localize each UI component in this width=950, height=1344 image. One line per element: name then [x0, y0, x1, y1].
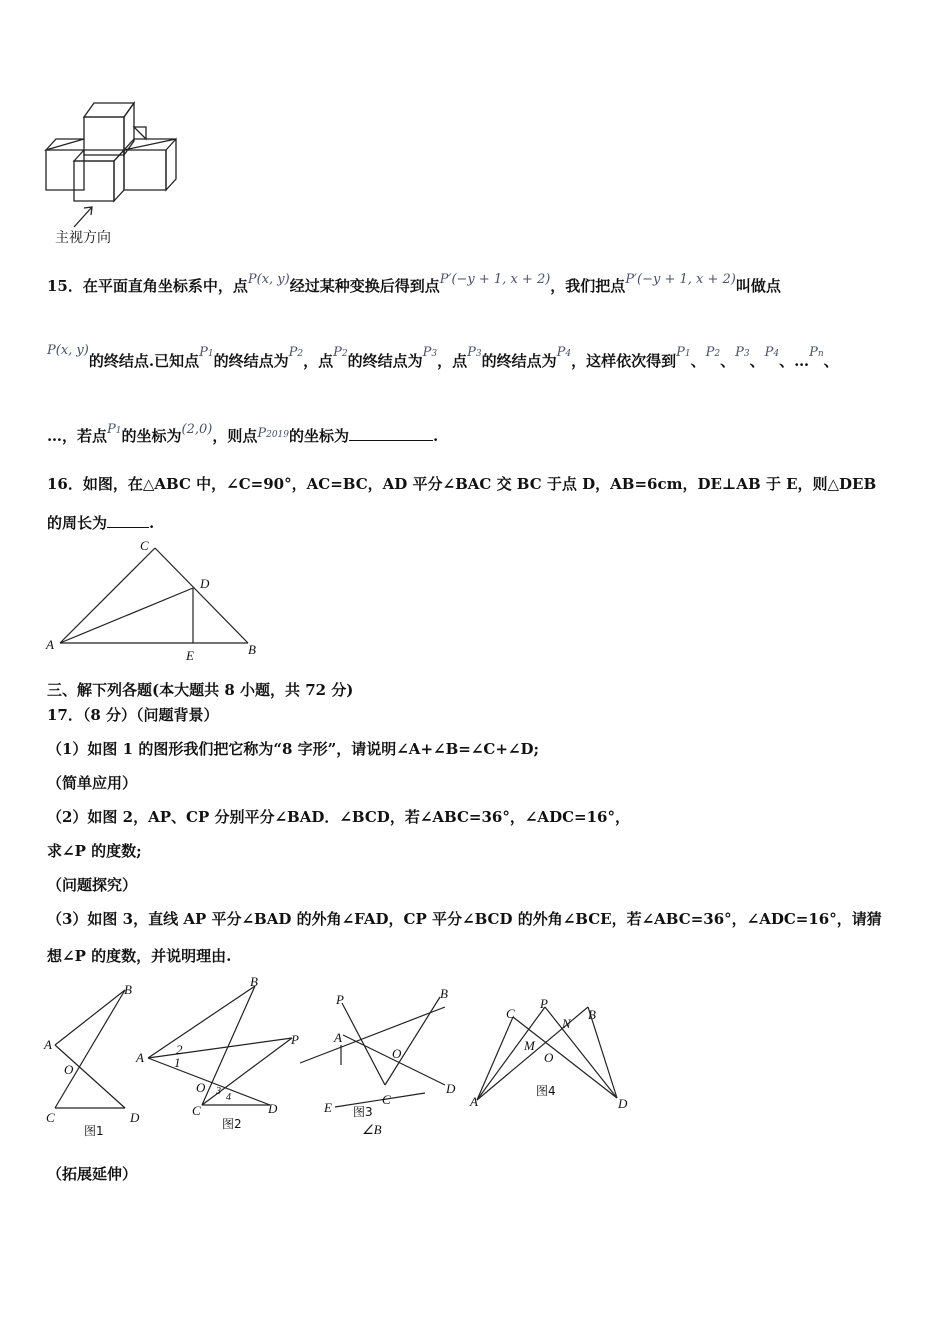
fig4-label-a: A — [470, 1094, 478, 1109]
fig1-label-c: C — [46, 1110, 55, 1125]
fig4-label-o: O — [544, 1050, 554, 1065]
q15-text: 经过某种变换后得到点 — [289, 277, 440, 295]
fig2-label-c: C — [192, 1103, 201, 1118]
q17-part2b: 求∠P 的度数; — [47, 842, 142, 860]
fig2-label-d: D — [268, 1101, 278, 1116]
fig3-label-p: P — [336, 992, 344, 1007]
q17-head: 17．（8 分）（问题背景） — [47, 706, 219, 724]
view-direction-label: 主视方向 — [55, 230, 111, 246]
fig16-label-a: A — [46, 637, 54, 652]
fig2-label-4: 4 — [226, 1092, 231, 1103]
seq-p3: P3 — [735, 345, 750, 360]
seq-p2: P2 — [705, 345, 721, 360]
coord-value: (2,0) — [181, 422, 213, 437]
figure-2 — [140, 980, 310, 1110]
fig2-label-1: 1 — [174, 1055, 181, 1070]
point-p-prime: P′(−y + 1, x + 2) — [439, 272, 551, 287]
q15-text: 的终结点.已知点 — [88, 352, 200, 370]
q17-part1: （1）如图 1 的图形我们把它称为“8 字形”，请说明∠A+∠B=∠C+∠D; — [47, 740, 540, 758]
fig2-caption: 图2 — [222, 1117, 242, 1131]
point-p4: P4 — [556, 345, 572, 360]
fig3-label-b2: ∠B — [362, 1122, 382, 1137]
point-p2: P2 — [288, 345, 304, 360]
q15-text: 的终结点为 — [213, 352, 289, 370]
point-p3b: P3 — [467, 345, 482, 360]
section3-title: 三、解下列各题(本大题共 8 小题，共 72 分) — [47, 681, 354, 699]
q15-line1 — [47, 272, 781, 296]
fig3-label-o: O — [392, 1046, 402, 1061]
point-p3: P3 — [422, 345, 438, 360]
seq-p4: P4 — [764, 345, 780, 360]
fig16-label-d: D — [200, 576, 210, 591]
fig4-label-b: B — [588, 1007, 596, 1022]
q15-text: ，则点 — [212, 427, 258, 445]
point-p-xy-2: P(x, y) — [47, 343, 89, 358]
q15-text: ，我们把点 — [550, 277, 626, 295]
fig4-caption: 图4 — [536, 1084, 556, 1098]
q15-text: 叫做点 — [735, 277, 781, 295]
fig2-label-p: P — [291, 1032, 299, 1047]
q17-heading-explore: （问题探究） — [47, 876, 138, 894]
point-p1-c: P1 — [107, 422, 122, 437]
seq-pn: Pn — [809, 345, 824, 360]
fig4-label-c: C — [506, 1006, 515, 1021]
fig1-label-o: O — [64, 1062, 74, 1077]
fig3-label-a: A — [334, 1030, 342, 1045]
answer-blank-16[interactable] — [107, 513, 149, 528]
q15-text: ，点 — [303, 352, 334, 370]
q17-part3b: 想∠P 的度数，并说明理由. — [47, 947, 232, 965]
fig4-label-m: M — [524, 1038, 535, 1053]
q15-text: 15．在平面直角坐标系中，点 — [47, 277, 248, 295]
fig4-label-p: P — [540, 996, 548, 1011]
fig3-label-e: E — [324, 1100, 332, 1115]
triangle-figure — [40, 538, 280, 668]
point-p2b: P2 — [333, 345, 348, 360]
fig1-label-d: D — [130, 1110, 140, 1125]
q16-line1: 16．如图，在△ABC 中，∠C=90°，AC=BC，AD 平分∠BAC 交 BC 于点 D，AB=6cm，DE⊥AB 于 E，则△DEB — [47, 475, 877, 493]
point-p2019: P2019 — [257, 426, 290, 441]
figure-1 — [40, 980, 150, 1120]
fig16-label-c: C — [140, 538, 149, 553]
q17-part2: （2）如图 2，AP、CP 分别平分∠BAD．∠BCD，若∠ABC=36°，∠ADC=16°， — [47, 808, 630, 826]
q15-text: ，点 — [437, 352, 468, 370]
fig3-label-c: C — [382, 1092, 391, 1107]
q15-text: 的终结点为 — [481, 352, 557, 370]
fig3-label-d: D — [446, 1081, 456, 1096]
fig3-label-b: B — [440, 986, 448, 1001]
fig3-caption: 图3 — [353, 1105, 373, 1119]
fig4-label-n: N — [562, 1016, 571, 1031]
fig16-label-b: B — [248, 642, 256, 657]
fig1-label-b: B — [124, 982, 132, 997]
fig16-label-e: E — [186, 648, 194, 663]
q15-text: 的坐标为 — [289, 427, 350, 445]
point-p1: P1 — [199, 345, 214, 360]
fig2-label-o: O — [196, 1080, 206, 1095]
fig2-label-3: 3 — [216, 1086, 221, 1097]
q17-heading-extend: （拓展延伸） — [47, 1165, 138, 1183]
q17-part3: （3）如图 3，直线 AP 平分∠BAD 的外角∠FAD，CP 平分∠BCD 的外角∠BCE，若∠ABC=36°，∠ADC=16°，请猜 — [47, 910, 882, 928]
q16-line2: 的周长为 . — [47, 514, 155, 532]
fig2-label-b: B — [250, 974, 258, 989]
fig2-label-a: A — [136, 1050, 144, 1065]
q15-line2: P(x, y)的终结点.已知点P1的终结点为P2，点P2的终结点为P3，点P3的终结点为P4，这样依次得到P1、P2、P3、P4、…Pn、 — [47, 343, 839, 370]
q15-line3: …，若点P1的坐标为(2,0)，则点P2019的坐标为 . — [47, 422, 439, 445]
figure-3 — [295, 985, 465, 1115]
q15-text: 的终结点为 — [347, 352, 423, 370]
q15-text: ，这样依次得到 — [571, 352, 677, 370]
seq-p1: P1 — [676, 345, 691, 360]
q15-text: …，若点 — [47, 427, 108, 445]
fig2-label-2: 2 — [176, 1042, 183, 1057]
fig1-caption: 图1 — [84, 1124, 104, 1138]
q15-text: 的坐标为 — [121, 427, 182, 445]
fig4-label-d: D — [618, 1096, 628, 1111]
fig1-label-a: A — [44, 1037, 52, 1052]
answer-blank-15[interactable] — [349, 426, 433, 441]
point-p-prime-2: P′(−y + 1, x + 2) — [625, 272, 736, 287]
point-p-xy: P(x, y) — [247, 272, 290, 287]
q17-heading-simple: （简单应用） — [47, 774, 138, 792]
